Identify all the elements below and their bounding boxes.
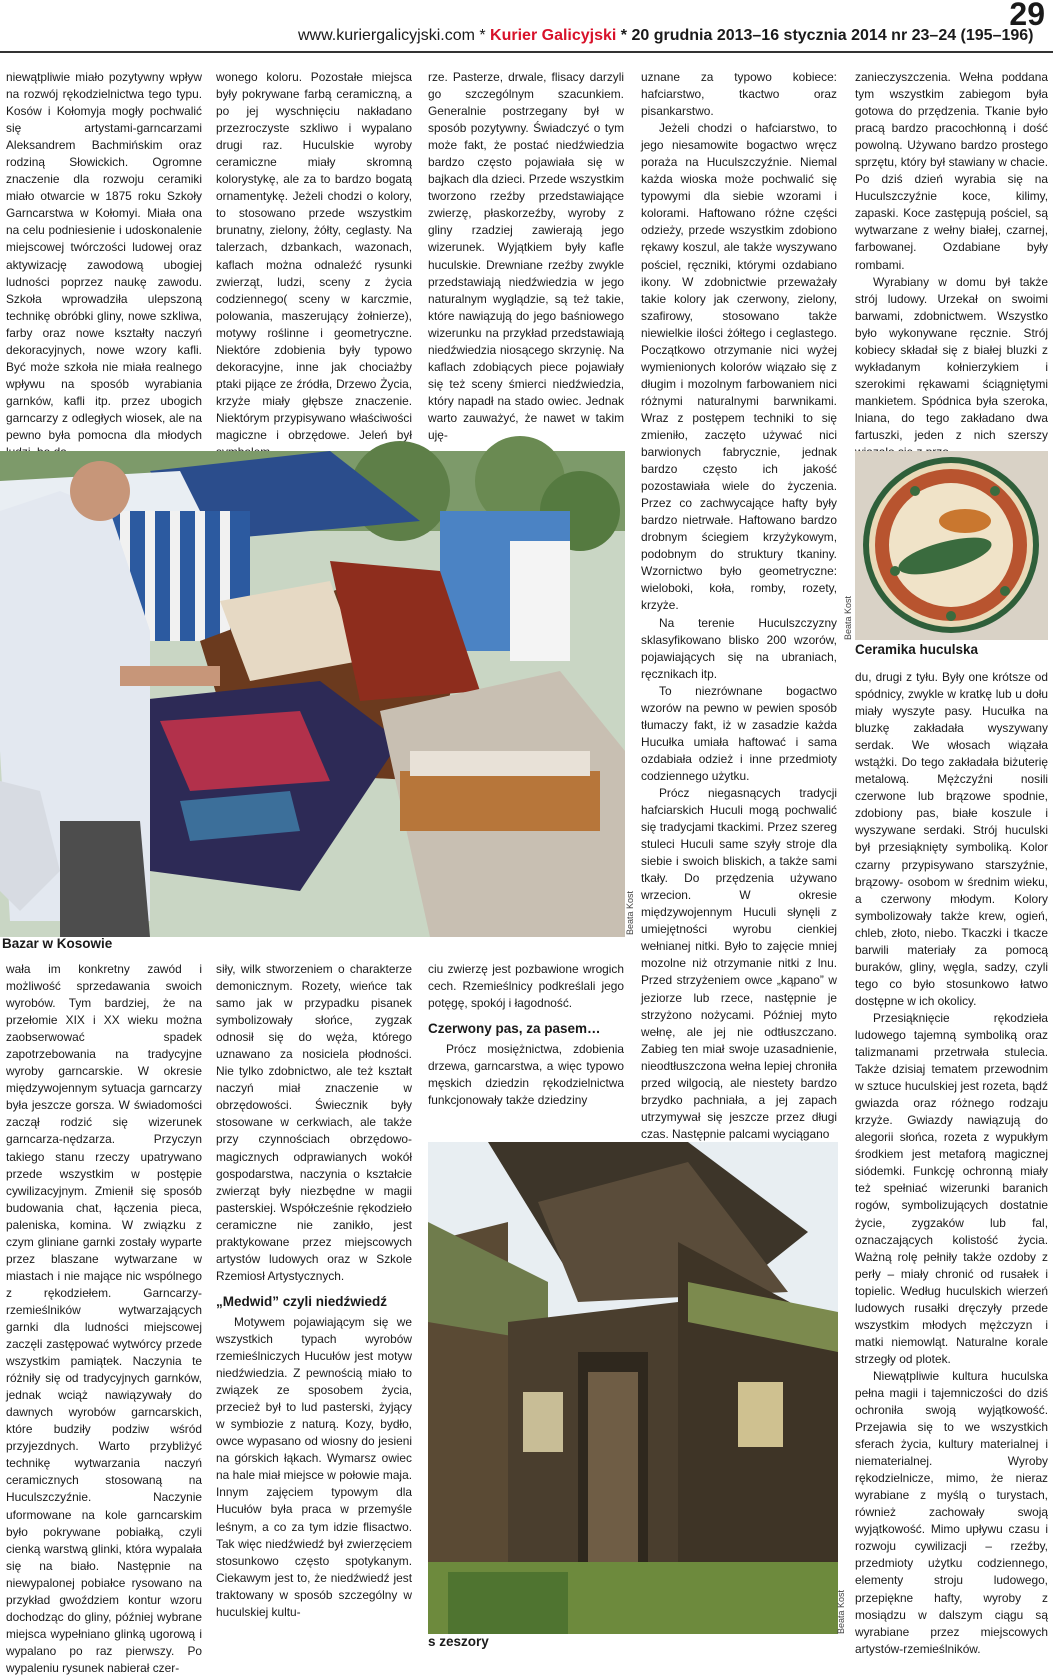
paragraph: Motywem pojawiającym się we wszystkich typach wyrobów rzemieślniczych Hucułów jest motyw niedźwiedzia. Z pewnością miało to związek ze sposobem życia, przecież był to lud pasterski, żyjący w symbiozie z naturą. Kozy, bydło, owce wypasano od wiosny do jesieni na górskich łąkach. Wymarsz owiec na hale miał miejsce w połowie maja. Innym zajęciem typowym dla Hucułów była praca w przemyśle leśnym, a co za tym idzie flisactwo. Tak więc niedźwiedź był zwierzęciem stosunkowo często spotykanym. Ciekawym jest to, że niedźwiedź jest traktowany w sposób szczególny w huculskiej kultu- [216,1314,412,1619]
page-number: 29 [1009,0,1045,32]
bazaar-credit: Beata Kost [625,890,635,935]
section-heading-czerwony-pas: Czerwony pas, za pasem… [428,1021,601,1037]
column-4 [641,69,837,1139]
bazaar-photo [0,451,625,937]
paragraph: zanieczyszczenia. Wełna poddana tym wszystkim zabiegom była gotowa do przędzenia. Tkanie było pracą bardzo pracochłonną i dość powolną. Używano bardzo prostego sprzętu, który był stawiany w chacie. Po dziś dzień wyrabia się na Huculszczyźnie koce, kilimy, zapaski. Koce zastępują pościel, są wytwarzane z wełny białej, czarnej, farbowanej. Ozdabiane były rombami. [855,70,1048,272]
hut-credit: Beata Kost [836,1589,846,1634]
plate-photo [855,451,1048,640]
paragraph: siły, wilk stworzeniem o charakterze demonicznym. Rozety, wieńce tak samo jak w przypadku pisanek symbolizowały słońce, zygzak odnosił się do węża, którego uznawano za nosiciela płodności. Nie tylko zdobnictwo, ale też kształt naczyń miał znaczenie w obrzędowości. Świecznik były stosowane w cerkwiach, ale także przy czynnościach obrzędowo-magicznych odprawianych wokół gospodarstwa, naczynia o kształcie zwierząt były niezbędne w magii pasterskiej. Współcześnie rękodzieło ceramiczne nie zanikło, jest praktykowane przez miejscowych artystów ludowych oraz w Szkole Rzemiosł Artystycznych. [216,962,412,1283]
paragraph: du, drugi z tyłu. Były one krótsze od spódnicy, zwykle w kratkę lub u dołu miały wyszyte pasy. Hucułka na bluzkę zakładała wyszywany serdak. We włosach wiązała wstążki. Do tego zakładała biżuterię metalową. Mężczyźni nosili czerwone lub brązowe spodnie, zdobiony pas, białe koszule i wyszywane serdaki. Strój huculski był przesiąknięty symboliką. Kolor czarny przypisywano starszyźnie, brązowy- osobom w średnim wieku, a czerwony młodym. Kolory symbolizowały także krew, ogień, chleb, złoto, niebo. Tkaczki i tkacze barwili materiały za pomocą buraków, gliny, węgla, sadzy, czyli tego co było stosunkowo łatwo dostępne w ich okolicy. [855,670,1048,1008]
header-line [298,27,1034,45]
column-5-top [855,69,1048,445]
issue-info: * 20 grudnia 2013–16 stycznia 2014 nr 23–24 (195–196) [616,27,1034,44]
paragraph: Przesiąknięcie rękodzieła ludowego tajemną symboliką oraz talizmanami przetrwała stulecia. Także dzisiaj tematem przewodnim w sztuce huculskiej jest rozeta, bądź gwiazda oraz różnego rodzaju krzyże. Gwiazdy nawiązują do alegorii słońca, rozeta z wypukłym środkiem jest metaforą magicznej siódemki. Funkcję ochronną miały też spełniać wizerunki baranich rogów, symbolizujących dostatnie życie, zygzaków lub fal, oznaczających kolistość życia. Ważną rolę pełniły także ozdoby z perły – miały chronić od rusałek i topielic. Według huculskich wierzeń ludowych rusałki dręczyły przede wszystkim młodych mężczyzn i matki niemowląt. Naturalne korale strzegły od plotek. [855,1010,1048,1366]
paragraph: wonego koloru. Pozostałe miejsca były pokrywane farbą ceramiczną, a po jej wyschnięciu nakładano przezroczyste szkliwo i wypalano drugi raz. Huculskie wyroby ceramiczne miały skromną kolorystykę, ale za to bardzo bogatą ornamentykę. Jeżeli chodzi o kolory, to stosowano przede wszystkim brunatny, zielony, żółty, ceglasty. Na talerzach, dzbankach, wazonach, kaflach można odnaleźć rysunki zwierząt, ludzi, sceny z życia codziennego( sceny w karczmie, polowania, maszerujący żołnierze), motywy roślinne i geometryczne. Niektóre zdobienia były typowo dekoracyjne, inne jak chociażby ptaki pijące ze źródła, Drzewo Życia, krzyże miały głębsze znaczenie. Niektórym przypisywano właściwości magiczne i obrzędowe. Jeleń był [216,70,412,442]
hut-photo [428,1142,838,1634]
header-rule [0,51,1053,53]
brand-name: Kurier Galicyjski [490,27,617,44]
section-heading-medwid: „Medwid” czyli niedźwiedź [216,1293,388,1309]
column-2-top [216,69,412,445]
bazaar-caption: Bazar w Kosowie [2,936,113,951]
paragraph: rze. Pasterze, drwale, flisacy darzyli go szczególnym szacunkiem. Generalnie postrzegany był w sposób pozytywny. Świadczyć o tym może fakt, że postać niedźwiedzia bardzo często pojawiała się w bajkach dla dzieci. Przede wszystkim tworzono rzeźby przedstawiające zwierzę, płaskorzeźby, wyroby z gliny rzadziej zawierają jego wizerunek. Wyjątkiem były kafle huculskie. Drewniane rzeźby zwykle przedstawiają niedźwiedzia w jego naturalnym wyglądzie, są też takie, które nawiązują do jego baśniowego wizerunku na przykład przedstawiają niedźwiedzia niosącego skrzynię. Na kaflach zdobiących piece pojawiały się też sceny śmierci niedźwiedzia, który napadł na stado owiec. Jednak warto zauważyć, że nawet w takim uję- [428,70,624,442]
paragraph: Niewątpliwie kultura huculska pełna magii i tajemniczości do dziś ochroniła swoją wyjątkowość. Przejawia się to we wszystkich sferach życia, kultury materialnej i niematerialnej. Wyroby rękodzielnicze, mimo, że nieraz wyrabiane z myślą o turystach, również zachowały swoją wyjątkowość. Mimo upływu czasu i rozwoju cywilizacji – rzeźby, przedmioty użytku codziennego, elementy stroju ludowego, przepiękne hafty, wyroby z mosiądzu w dalszym ciągu są wyrabiane przez miejscowych artystów-rzemieślników. [855,1368,1048,1656]
paragraph: Na terenie Huculszczyzny sklasyfikowano blisko 200 wzorów, pojawiających się na ubraniach, ręcznikach itp. [641,615,837,681]
paragraph: wała im konkretny zawód i możliwość sprzedawania swoich wyrobów. Tym bardziej, że na przełomie XIX i XX wieku można zaobserwować spadek zapotrzebowania na tradycyjne wyroby garncarskie. W okresie międzywojennym sytuacja garncarzy była jeszcze gorsza. W świadomości zaczął rodzić się wizerunek garncarza-nędzarza. Przyczyn takiego stanu rzeczy upatrywano przede wszystkim w postępie cywilizacyjnym. Zmienił się sposób budowania chat, łączenia pieca, paleniska, komina. W związku z czym gliniane garnki zostały wyparte przez blaszane wytwarzane w miastach i nie mające nic wspólnego z rękodziełem. Garncarzy-rzemieślników wytwarzających garnki dla ludności miejscowej zaczęli zastępować wytwórcy przede wszystkim pamiątek. Naczynia te różniły się od tradycyjnych garnków, jednak wciąż nawiązywały do dawnych wyrobów garncarskich, które budziły podziw wśród przyjezdnych. Warto przybliżyć technikę wytwarzania naczyń ceramicznych stosowaną na Huculszczyźnie. Naczynie uformowane na kole garncarskim było pokrywane pobiałką, czyli cienką warstwą glinki, która wypalała się na biało. Następnie na niewypalonej pobiałce rysowano na przykład gwoździem kontur wzoru dochodząc do gliny, później wybrane miejsca wypełniano glinką ugorową i wypalano po raz pierwszy. Po wypaleniu rysunek nabierał czer- [6,962,202,1675]
paragraph: Prócz mosiężnictwa, zdobienia drzewa, garncarstwa, a więc typowo męskich dziedzin rękodzielnictwa funkcjonowały także dziedziny [428,1042,624,1108]
site-url[interactable]: www.kuriergalicyjski.com * [298,27,491,44]
paragraph: To niezrównane bogactwo wzorów na pewno w pewien sposób tłumaczy fakt, iż w zasadzie każda Hucułka umiała haftować i sama ozdabiała odzież i inne przedmioty codziennego użytku. [641,683,837,783]
plate-credit: Beata Kost [843,595,853,640]
column-1-bottom [6,961,202,1675]
paragraph: niewątpliwie miało pozytywny wpływ na rozwój rękodzielnictwa tego typu. Kosów i Kołomyja mogły pochwalić się artystami-garncarzami Aleksandrem Bachmińskim oraz rodziną Słowickich. Ogromne znaczenie dla rozwoju ceramiki miało otwarcie w 1875 roku Szkoły Garncarstwa w Kołomyi. Miała ona na celu podniesienie i udoskonalenie miejscowej twórczości ludowej oraz aktywizację zawodową ubogiej ludności poprzez naukę zawodu. Szkoła wprowadziła ulepszoną technikę obróbki gliny, nowe szkliwa, farby oraz nowe kształty naczyń dekoracyjnych, nowe wzory kafli. Być może szkoła nie miała realnego wpływu na sposób wyrabiania garnków, kafli itp. przez ubogich garncarzy z odległych wiosek, ale na pewno była pomocna dla młodych [6,70,202,442]
page-header [0,0,1053,52]
paragraph: Prócz niegasnących tradycji hafciarskich Huculi mogą pochwalić się tradycjami tkackimi. Przez szereg stuleci Huculi same szyły stroje dla siebie i swoich bliskich, a także sami tkały. Do przędzenia używano wrzecion. W okresie międzywojennym Huculi słynęli z umiejętności wyrobu cienkiej wełnianej nitki. Było to zajęcie mniej mozolne niż otrzymanie nitki z lnu. Przed strzyżeniem owce „kąpano” w jeziorze lub rzece, następnie je strzyżono nożycami. Później myto wełnę, ale jej nie odtłuszczano. Zabieg ten miał swoje uzasadnienie, nieodtłuszczona wełna lepiej chroniła przed wilgocią, ale niestety bardzo brzydko pachniała, a jej zapach utrzymywał się jeszcze przez długi czas. Następnie palcami wyciągano [641,785,837,1141]
paragraph: Wyrabiany w domu był także strój ludowy. Urzekał on swoimi barwami, zdobnictwem. Wszystko było wykonywane ręcznie. Strój kobiecy składał się z białej bluzki z wykładanym kołnierzykiem i szerokimi rękawami ściągniętymi mankietem. Spódnica była szeroka, lniana, do tego zakładano dwa fartuszki, jeden z nich szerszy [855,274,1048,442]
column-3-top [428,69,624,445]
column-5-bottom [855,669,1048,1656]
hut-caption: s zeszory [428,1634,489,1649]
column-1-top [6,69,202,445]
column-3-middle [428,961,624,1139]
plate-caption: Ceramika huculska [855,642,979,657]
paragraph: Jeżeli chodzi o hafciarstwo, to jego niesamowite bogactwo wręcz poraża na Huculszczyźnie. Niemal każda wioska może pochwalić się typowymi dla siebie wzorami i kolorami. Haftowano różne części odzieży, przede wszystkim zdobiono rękawy koszul, ale także wyszywano pościel, ręczniki, którymi ozdabiano ikony. W zdobnictwie przeważały takie kolory jak czerwony, zielony, szafirowy, stosowano także niewielkie ilości żółtego i ceglastego. Początkowo otrzymanie nici wyżej wymienionych kolorów wiązało się z długim i mozolnym farbowaniem nici różnymi naturalnymi barwnikami. Wraz z postępem techniki to się zmieniło, zaczęto używać nici barwionych fabrycznie, jednak bardzo często ich jakość pozostawiała wiele do życzenia. Przez co zachwycające hafty były bardzo nietrwałe. Haftowano bardzo drobnym ściegiem krzyżykowym, podobnym do struktury tkaniny. Wzornictwo było geometryczne: wieloboki, koła, romby, rozety, krzyże. [641,121,837,613]
column-2-bottom [216,961,412,1651]
paragraph: ciu zwierzę jest pozbawione wrogich cech. Rzemieślnicy podkreślali jego potęgę, spokój i łagodność. [428,962,624,1011]
paragraph: uznane za typowo kobiece: hafciarstwo, tkactwo oraz pisankarstwo. [641,70,837,119]
